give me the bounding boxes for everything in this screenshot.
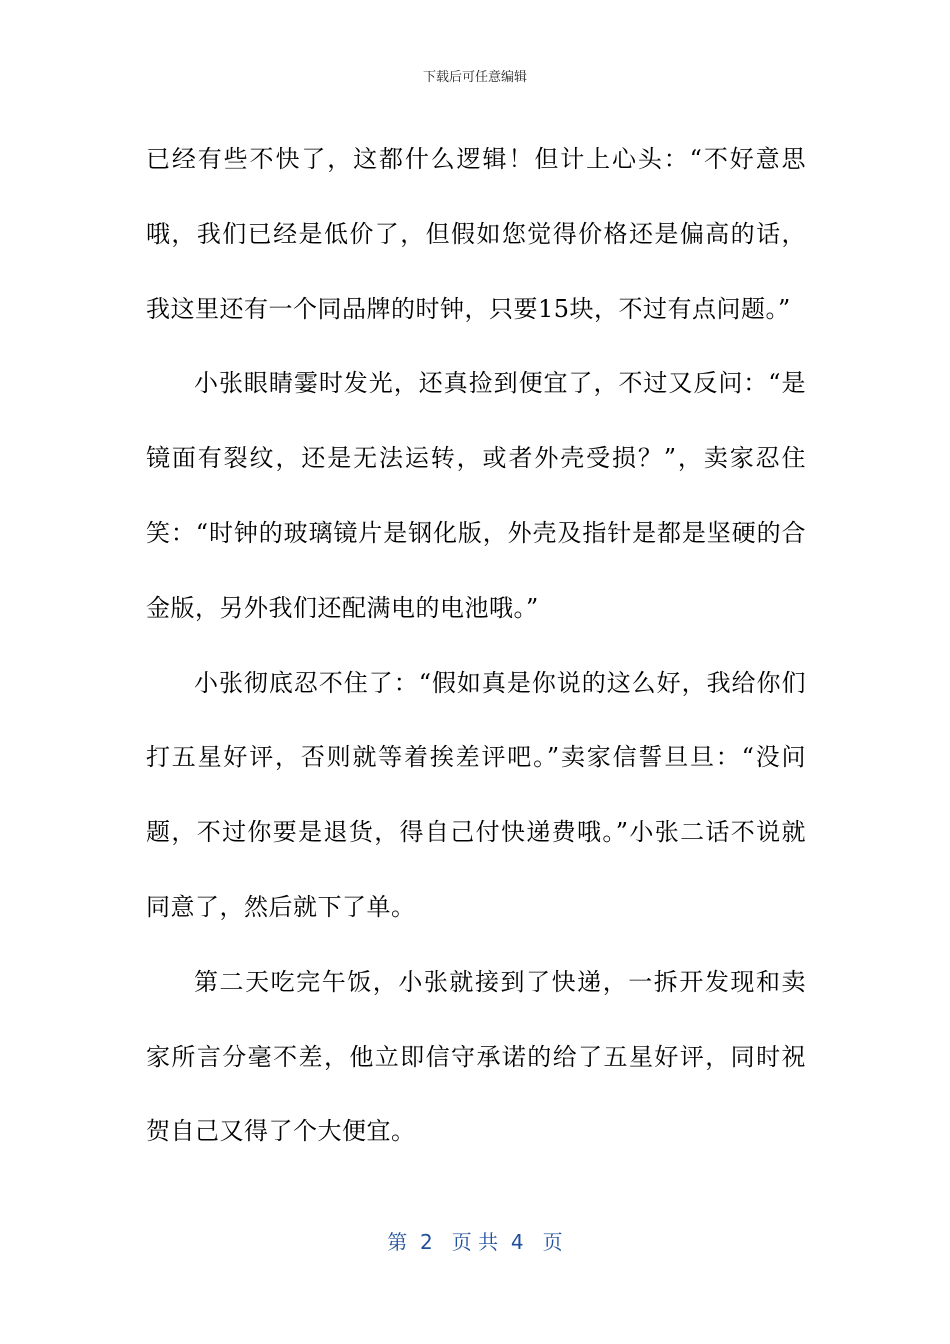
- paragraph-1: 已经有些不快了，这都什么逻辑！但计上心头：“不好意思哦，我们已经是低价了，但假如您觉得价格还是偏高的话，我这里还有一个同品牌的时钟，只要15块，不过有点问题。”: [146, 145, 806, 323]
- page-header: 下载后可任意编辑: [422, 70, 527, 85]
- page-number-footer: 第 2 页 共 4 页: [387, 1230, 563, 1254]
- paragraph-3: 小张彻底忍不住了：“假如真是你说的这么好，我给你们打五星好评，否则就等着挨差评吧。”卖家信誓旦旦：“没问题，不过你要是退货，得自己付快递费哦。”小张二话不说就同意了，然后就下了单。: [146, 668, 806, 921]
- paragraph-2: 小张眼睛霎时发光，还真捡到便宜了，不过又反问：“是镜面有裂纹，还是无法运转，或者外壳受损？”，卖家忍住笑：“时钟的玻璃镜片是钢化版，外壳及指针是都是坚硬的合金版，另外我们还配满电的电池哦。”: [146, 369, 806, 622]
- paragraph-4: 第二天吃完午饭，小张就接到了快递，一拆开发现和卖家所言分毫不差，他立即信守承诺的给了五星好评，同时祝贺自己又得了个大便宜。: [146, 967, 806, 1146]
- document-body: [146, 122, 806, 1169]
